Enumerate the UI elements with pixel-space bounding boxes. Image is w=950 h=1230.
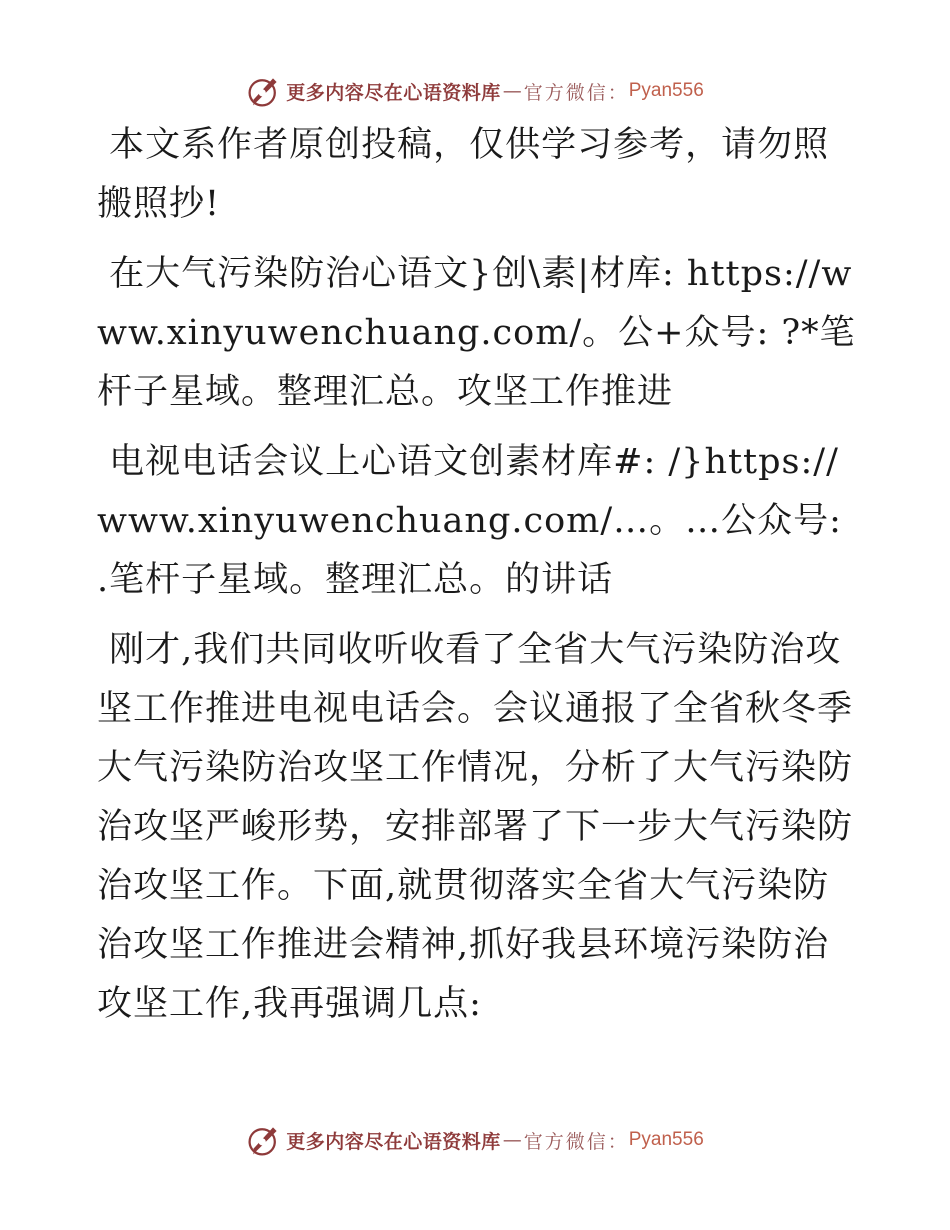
document-body [97,116,857,1045]
paragraph-title-line-1: 在大气污染防治心语文}创\素|材库: https://www.xinyuwenchuang.com/。公+众号: ?*笔杆子星域。整理汇总。攻坚工作推进 [97,254,856,412]
footer-banner [0,1120,950,1160]
paragraph-body: 刚才,我们共同收听收看了全省大气污染防治攻坚工作推进电视电话会。会议通报了全省秋冬季大气污染防治攻坚工作情况，分析了大气污染防治攻坚严峻形势，安排部署了下一步大气污染防治攻坚工作。下面,就贯彻落实全省大气污染防治攻坚工作推进会精神,抓好我县环境污染防治攻坚工作,我再强调几点: [97,630,854,1024]
banner-separator: — [502,80,522,102]
banner-title: 更多内容尽在心语资料库 [286,81,501,104]
paragraph-title-line-2: 电视电话会议上心语文创素材库#: /}https://www.xinyuwenchuang.com/…。…公众号: .笔杆子星域。整理汇总。的讲话 [97,442,855,600]
banner-wechat-label: 官方微信： [523,81,629,104]
paragraph-disclaimer: 本文系作者原创投稿，仅供学习参考，请勿照搬照抄! [97,125,830,224]
quill-pen-logo-icon [246,73,282,109]
banner-separator: — [502,1129,522,1151]
banner-wechat-label: 官方微信： [523,1130,629,1153]
banner-wechat-id: Pyan556 [628,1129,704,1150]
banner-wechat-id: Pyan556 [628,80,704,101]
quill-pen-logo-icon [246,1122,282,1158]
banner-title: 更多内容尽在心语资料库 [286,1130,501,1153]
header-banner [0,71,950,111]
